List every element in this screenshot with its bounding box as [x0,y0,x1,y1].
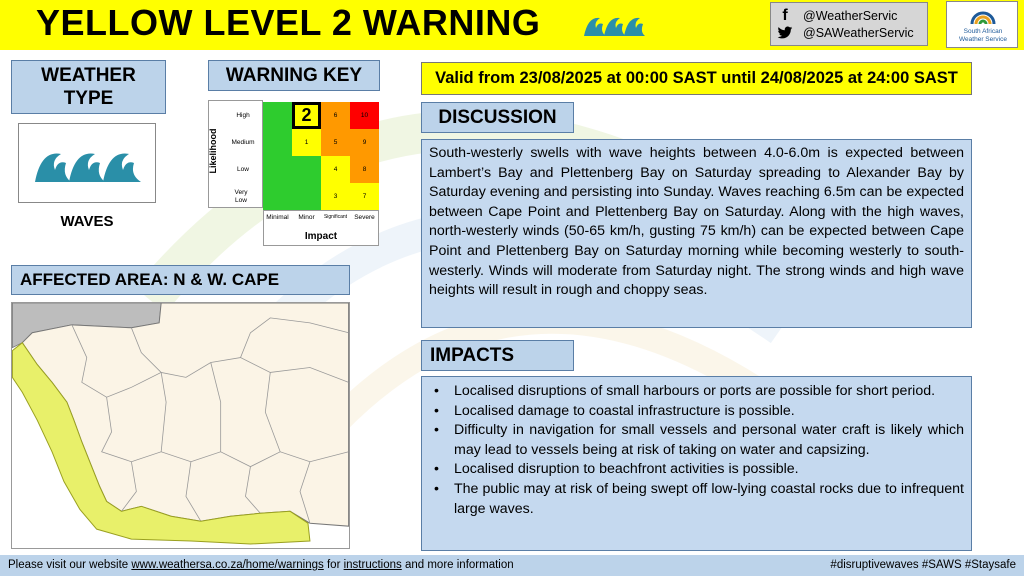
row-label-low: Low [237,166,249,173]
cell-low-severe: 8 [350,156,379,183]
cell-low-minimal [263,156,292,183]
footer-website-link[interactable]: www.weathersa.co.za/home/warnings [131,559,324,571]
facebook-icon[interactable]: f [782,7,788,24]
cell-high-minimal [263,102,292,129]
logo-line-2: Weather Service [959,36,1007,43]
impact-item: • The public may at risk of being swept off low-lying coastal rocks due to infrequent large waves. [430,480,964,519]
cell-medium-significant: 5 [321,129,350,156]
footer-info [8,559,514,571]
impacts-list [430,382,964,519]
weather-type-label: WAVES [60,213,114,230]
footer-hashtags: #disruptivewaves #SAWS #Staysafe [830,559,1016,571]
cell-medium-minimal [263,129,292,156]
col-label-severe: Severe [354,213,375,221]
warning-key-heading: WARNING KEY [208,60,380,91]
twitter-handle[interactable]: @SAWeatherServic [803,26,914,40]
cell-verylow-minor [292,183,321,210]
affected-area-map [11,302,350,549]
footer-suffix: and more information [401,559,514,571]
footer-bar [0,555,1024,576]
waves-icon [582,10,646,40]
cell-high-significant: 6 [321,102,350,129]
likelihood-label: Likelihood [208,128,218,174]
row-label-very-low: Very Low [234,188,248,204]
affected-area-heading: AFFECTED AREA: N & W. CAPE [11,265,350,295]
row-label-high: High [236,112,250,119]
highlighted-level-badge: 2 [292,102,321,129]
cell-verylow-severe: 7 [350,183,379,210]
weather-type-icon-box [18,123,156,203]
logo-line-1: South African [963,28,1003,35]
cell-low-significant: 4 [321,156,350,183]
cell-medium-severe: 9 [350,129,379,156]
page-title: YELLOW LEVEL 2 WARNING [36,2,541,43]
impact-item: • Localised damage to coastal infrastructure is possible. [430,402,964,422]
col-label-minimal: Minimal [266,213,289,221]
waves-icon [33,142,143,186]
col-label-significant: Significant [323,214,348,220]
footer-middle: for [323,559,344,571]
cell-verylow-significant: 3 [321,183,350,210]
impact-item: • Difficulty in navigation for small vessels and personal water craft is likely which may lead to vessels being at risk of taking on water and capsizing. [430,421,964,460]
row-label-medium: Medium [231,139,255,146]
impacts-list-panel [421,376,972,551]
social-handles [770,2,928,46]
facebook-handle[interactable]: @WeatherServic [803,9,898,23]
cell-high-severe: 10 [350,102,379,129]
saws-emblem-icon [969,4,997,28]
cell-medium-minor: 1 [292,129,321,156]
footer-prefix: Please visit our website [8,559,132,571]
impact-label: Impact [304,230,338,242]
impacts-heading: IMPACTS [421,340,574,371]
impact-item: • Localised disruptions of small harbours or ports are possible for short period. [430,382,964,402]
cell-low-minor [292,156,321,183]
col-label-minor: Minor [298,213,315,221]
discussion-text: South-westerly swells with wave heights between 4.0-6.0m is expected between Lambert’s Bay and Plettenberg Bay on Saturday spreading to Alexander Bay by Saturday evening and persisting into Sunday. Waves reaching 6.5m can be expected between Cape Point and Plettenberg Bay on Saturday. Along with the high waves, north-westerly winds (50-65 km/h, gusting 75 km/h) can be expected between Cape Point and Plettenberg Bay on Saturday morning while becoming westerly to south-westerly. Winds will moderate from Saturday night. The strong winds and high wave heights will result in rough and choppy seas. [421,139,972,328]
warning-matrix [208,100,380,246]
impact-item: • Localised disruption to beachfront activities is possible. [430,460,964,480]
cell-verylow-minimal [263,183,292,210]
weather-type-heading: WEATHER TYPE [11,60,166,114]
discussion-heading: DISCUSSION [421,102,574,133]
twitter-icon[interactable] [777,26,793,40]
saws-logo [946,1,1018,48]
footer-instructions-link[interactable]: instructions [343,559,402,571]
validity-banner: Valid from 23/08/2025 at 00:00 SAST until 24/08/2025 at 24:00 SAST [421,62,972,95]
